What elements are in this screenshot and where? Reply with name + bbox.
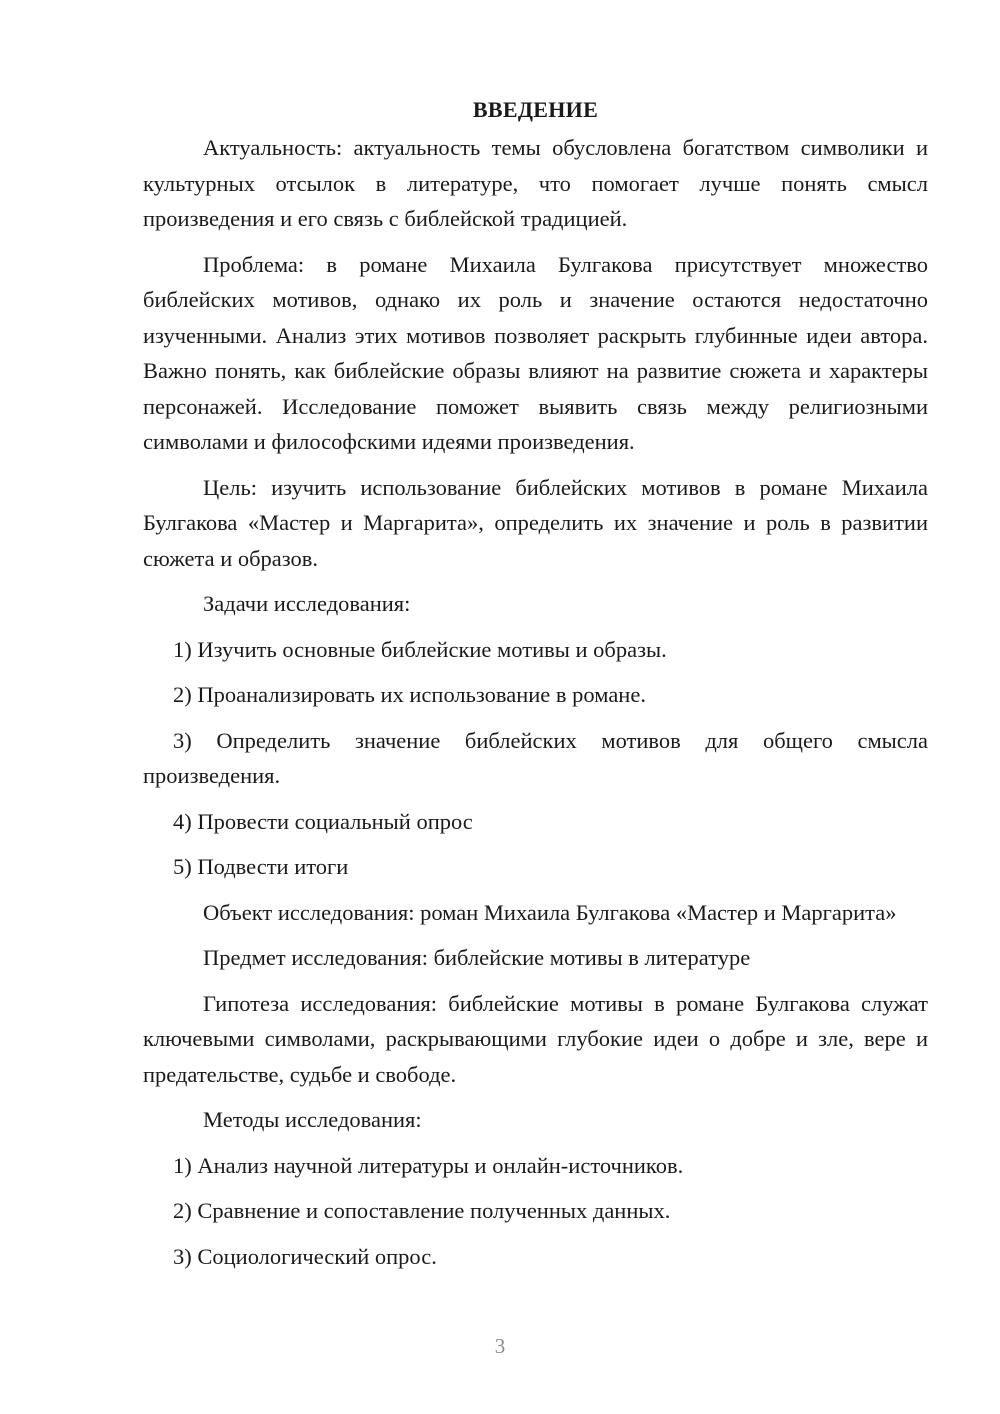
- task-item-5: 5) Подвести итоги: [173, 854, 349, 879]
- section-heading: ВВЕДЕНИЕ: [472, 97, 599, 122]
- document-page: [143, 90, 928, 1284]
- goal-paragraph: Цель: изучить использование библейских мотивов в романе Михаила Булгакова «Мастер и Маргарита», определить их значение и роль в развитии сюжета и образов.: [143, 474, 928, 571]
- method-item-2: 2) Сравнение и сопоставление полученных данных.: [173, 1198, 671, 1223]
- method-item-3: 3) Социологический опрос.: [173, 1243, 437, 1269]
- task-item-1: 1) Изучить основные библейские мотивы и образы.: [173, 636, 667, 662]
- subject-paragraph: Предмет исследования: библейские мотивы в литературе: [203, 945, 751, 970]
- problem-paragraph: Проблема: в романе Михаила Булгакова присутствует множество библейских мотивов, однако их роль и значение остаются недостаточно изученными. Анализ этих мотивов позволяет раскрыть глубинные идеи автора. Важно понять, как библейские образы влияют на развитие сюжета и характеры персонажей. Исследование поможет выявить связь между религиозными символами и философскими идеями произведения.: [143, 251, 928, 454]
- relevance-paragraph: Актуальность: актуальность темы обусловлена богатством символики и культурных отсылок в литературе, что помогает лучше понять смысл произведения и его связь с библейской традицией.: [143, 135, 928, 231]
- object-paragraph: Объект исследования: роман Михаила Булгакова «Мастер и Маргарита»: [203, 899, 897, 925]
- task-item-4: 4) Провести социальный опрос: [173, 808, 473, 834]
- methods-heading: Методы исследования:: [203, 1107, 422, 1132]
- page-number: 3: [494, 1334, 506, 1358]
- method-item-1: 1) Анализ научной литературы и онлайн-источников.: [173, 1152, 684, 1178]
- tasks-heading: Задачи исследования:: [203, 591, 411, 616]
- hypothesis-paragraph: Гипотеза исследования: библейские мотивы в романе Булгакова служат ключевыми символами, раскрывающими глубокие идеи о добре и зле, вере и предательстве, судьбе и свободе.: [143, 990, 928, 1087]
- task-item-3: 3) Определить значение библейских мотивов для общего смысла произведения.: [143, 727, 928, 788]
- task-item-2: 2) Проанализировать их использование в романе.: [173, 682, 646, 707]
